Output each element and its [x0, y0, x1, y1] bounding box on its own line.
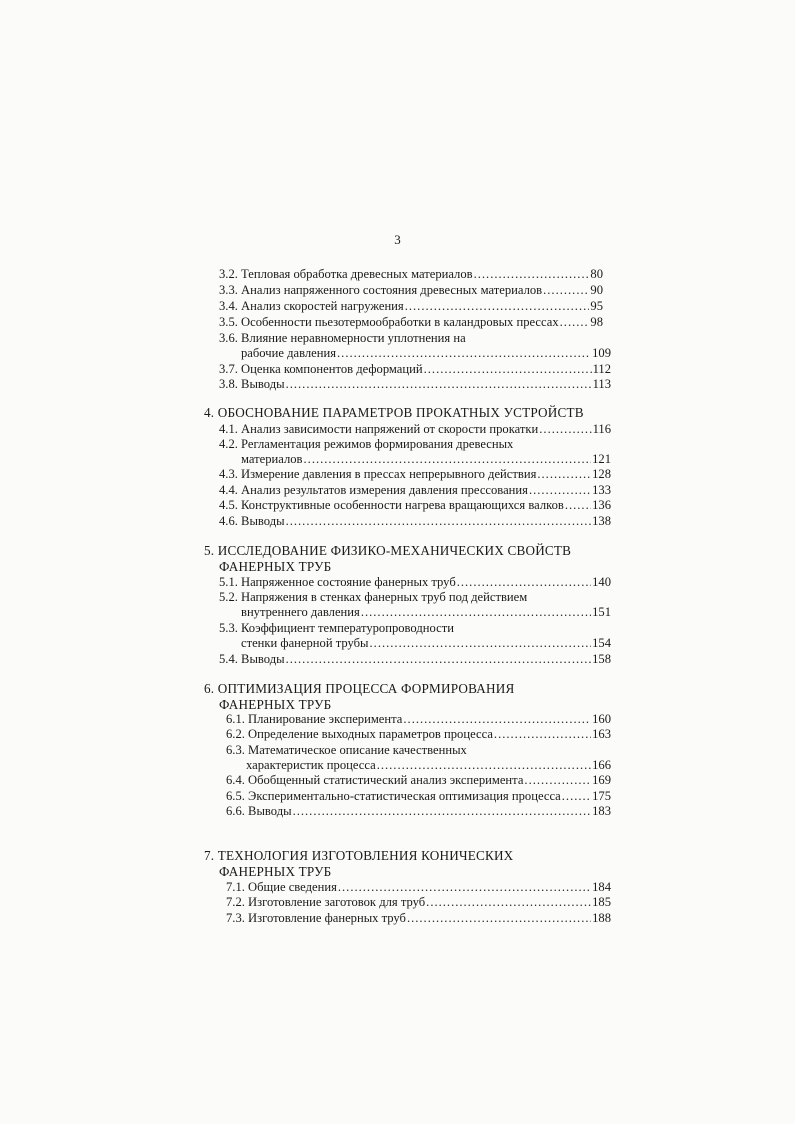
- toc-entry-3-8: [219, 377, 611, 392]
- dot-leader: [370, 636, 592, 651]
- toc-entry-6-6: [226, 804, 611, 819]
- toc-entry-6-5: [226, 789, 611, 804]
- toc-entry-title: 4.4. Анализ результатов измерения давления прессования: [219, 483, 528, 497]
- toc-entry-page: 121: [592, 452, 611, 466]
- toc-entry-4-2: [241, 452, 611, 467]
- toc-entry-7-1: [226, 880, 611, 895]
- toc-entry-5-2-title: 5.2. Напряжения в стенках фанерных труб под действием: [219, 590, 528, 604]
- toc-entry-7-3: [226, 911, 611, 926]
- toc-entry-page: 166: [592, 758, 611, 772]
- section-heading-7-cont: ФАНЕРНЫХ ТРУБ: [219, 864, 332, 879]
- page-number: 3: [394, 232, 401, 247]
- toc-entry-page: 128: [592, 467, 611, 481]
- toc-entry-title: 3.2. Тепловая обработка древесных материалов: [219, 267, 473, 281]
- toc-entry-4-3: [219, 467, 611, 482]
- toc-entry-page: 80: [590, 267, 603, 281]
- toc-entry-4-5: [219, 498, 611, 513]
- dot-leader: [407, 911, 591, 926]
- toc-entry-3-3: [219, 283, 603, 298]
- toc-entry-page: 175: [592, 789, 611, 803]
- dot-leader: [562, 789, 591, 804]
- dot-leader: [337, 346, 591, 361]
- toc-entry-page: 136: [592, 498, 611, 512]
- toc-entry-page: 163: [592, 727, 611, 741]
- toc-entry-3-7: [219, 362, 611, 377]
- section-heading-6-cont: ФАНЕРНЫХ ТРУБ: [219, 697, 332, 712]
- toc-entry-page: 184: [592, 880, 611, 894]
- toc-entry-title: 6.1. Планирование эксперимента: [226, 712, 403, 726]
- toc-entry-title: характеристик процесса: [246, 758, 376, 772]
- dot-leader: [494, 727, 591, 742]
- toc-entry-3-4: [219, 299, 603, 314]
- toc-entry-page: 95: [590, 299, 603, 313]
- toc-entry-title: 4.3. Измерение давления в прессах непрерывного действия: [219, 467, 537, 481]
- toc-entry-5-3: [241, 636, 611, 651]
- toc-entry-6-3-title: 6.3. Математическое описание качественных: [226, 743, 467, 757]
- toc-entry-title: 3.3. Анализ напряженного состояния древесных материалов: [219, 283, 543, 297]
- toc-entry-3-2: [219, 267, 603, 282]
- toc-entry-page: 188: [592, 911, 611, 925]
- section-heading-5: 5. ИССЛЕДОВАНИЕ ФИЗИКО-МЕХАНИЧЕСКИХ СВОЙСТВ: [204, 543, 572, 558]
- toc-entry-5-1: [219, 575, 611, 590]
- toc-entry-page: 138: [592, 514, 611, 528]
- toc-entry-page: 154: [592, 636, 611, 650]
- dot-leader: [286, 377, 592, 392]
- toc-entry-title: внутреннего давления: [241, 605, 360, 619]
- toc-entry-title: 3.8. Выводы: [219, 377, 285, 391]
- dot-leader: [543, 283, 589, 298]
- section-heading-5-cont: ФАНЕРНЫХ ТРУБ: [219, 559, 332, 574]
- toc-entry-7-2: [226, 895, 611, 910]
- section-heading-7: 7. ТЕХНОЛОГИЯ ИЗГОТОВЛЕНИЯ КОНИЧЕСКИХ: [204, 848, 514, 863]
- toc-entry-page: 116: [592, 422, 611, 436]
- toc-entry-6-3: [246, 758, 611, 773]
- toc-entry-page: 90: [590, 283, 603, 297]
- section-heading-4: 4. ОБОСНОВАНИЕ ПАРАМЕТРОВ ПРОКАТНЫХ УСТРОЙСТВ: [204, 405, 584, 420]
- toc-entry-title: материалов: [241, 452, 303, 466]
- toc-entry-5-4: [219, 652, 611, 667]
- toc-entry-4-2-title: 4.2. Регламентация режимов формирования древесных: [219, 437, 514, 451]
- dot-leader: [529, 483, 591, 498]
- toc-entry-3-6: [241, 346, 611, 361]
- toc-entry-page: 112: [592, 362, 611, 376]
- toc-entry-title: 6.6. Выводы: [226, 804, 292, 818]
- toc-entry-title: 6.5. Экспериментально-статистическая оптимизация процесса: [226, 789, 561, 803]
- toc-entry-title: 3.4. Анализ скоростей нагружения: [219, 299, 404, 313]
- toc-entry-6-2: [226, 727, 611, 742]
- toc-entry-title: 3.7. Оценка компонентов деформаций: [219, 362, 423, 376]
- toc-entry-title: 7.3. Изготовление фанерных труб: [226, 911, 406, 925]
- dot-leader: [377, 758, 591, 773]
- toc-entry-title: стенки фанерной трубы: [241, 636, 369, 650]
- toc-entry-title: 4.5. Конструктивные особенности нагрева вращающихся валков: [219, 498, 564, 512]
- toc-entry-page: 133: [592, 483, 611, 497]
- toc-entry-title: 5.4. Выводы: [219, 652, 285, 666]
- dot-leader: [405, 299, 590, 314]
- toc-entry-page: 158: [592, 652, 611, 666]
- dot-leader: [537, 467, 591, 482]
- toc-entry-5-2: [241, 605, 611, 620]
- toc-entry-4-1: [219, 422, 611, 437]
- toc-entry-page: 98: [590, 315, 603, 329]
- toc-entry-page: 183: [592, 804, 611, 818]
- toc-entry-3-5: [219, 315, 603, 330]
- dot-leader: [286, 652, 592, 667]
- dot-leader: [457, 575, 591, 590]
- dot-leader: [524, 773, 591, 788]
- toc-entry-4-6: [219, 514, 611, 529]
- dot-leader: [565, 498, 591, 513]
- dot-leader: [424, 362, 592, 377]
- toc-entry-title: 7.1. Общие сведения: [226, 880, 337, 894]
- toc-entry-page: 160: [592, 712, 611, 726]
- dot-leader: [304, 452, 592, 467]
- toc-entry-5-3-title: 5.3. Коэффициент температуропроводности: [219, 621, 454, 635]
- dot-leader: [474, 267, 590, 282]
- dot-leader: [293, 804, 592, 819]
- dot-leader: [338, 880, 591, 895]
- dot-leader: [426, 895, 591, 910]
- toc-entry-4-4: [219, 483, 611, 498]
- dot-leader: [560, 315, 590, 330]
- toc-entry-title: 4.6. Выводы: [219, 514, 285, 528]
- section-heading-6: 6. ОПТИМИЗАЦИЯ ПРОЦЕССА ФОРМИРОВАНИЯ: [204, 681, 515, 696]
- toc-entry-6-1: [226, 712, 611, 727]
- dot-leader: [286, 514, 592, 529]
- toc-entry-page: 113: [592, 377, 611, 391]
- toc-entry-title: 6.4. Обобщенный статистический анализ эксперимента: [226, 773, 524, 787]
- toc-entry-title: 6.2. Определение выходных параметров процесса: [226, 727, 493, 741]
- dot-leader: [361, 605, 591, 620]
- toc-entry-page: 109: [592, 346, 611, 360]
- toc-entry-3-6-title: 3.6. Влияние неравномерности уплотнения на: [219, 331, 466, 345]
- toc-entry-title: 5.1. Напряженное состояние фанерных труб: [219, 575, 456, 589]
- dot-leader: [539, 422, 591, 437]
- toc-entry-6-4: [226, 773, 611, 788]
- toc-entry-title: 4.1. Анализ зависимости напряжений от скорости прокатки: [219, 422, 539, 436]
- toc-entry-title: 3.5. Особенности пьезотермообработки в каландровых прессах: [219, 315, 559, 329]
- dot-leader: [403, 712, 591, 727]
- toc-entry-title: рабочие давления: [241, 346, 337, 360]
- toc-entry-page: 185: [592, 895, 611, 909]
- toc-entry-page: 140: [592, 575, 611, 589]
- toc-entry-page: 151: [592, 605, 611, 619]
- toc-entry-title: 7.2. Изготовление заготовок для труб: [226, 895, 426, 909]
- toc-entry-page: 169: [592, 773, 611, 787]
